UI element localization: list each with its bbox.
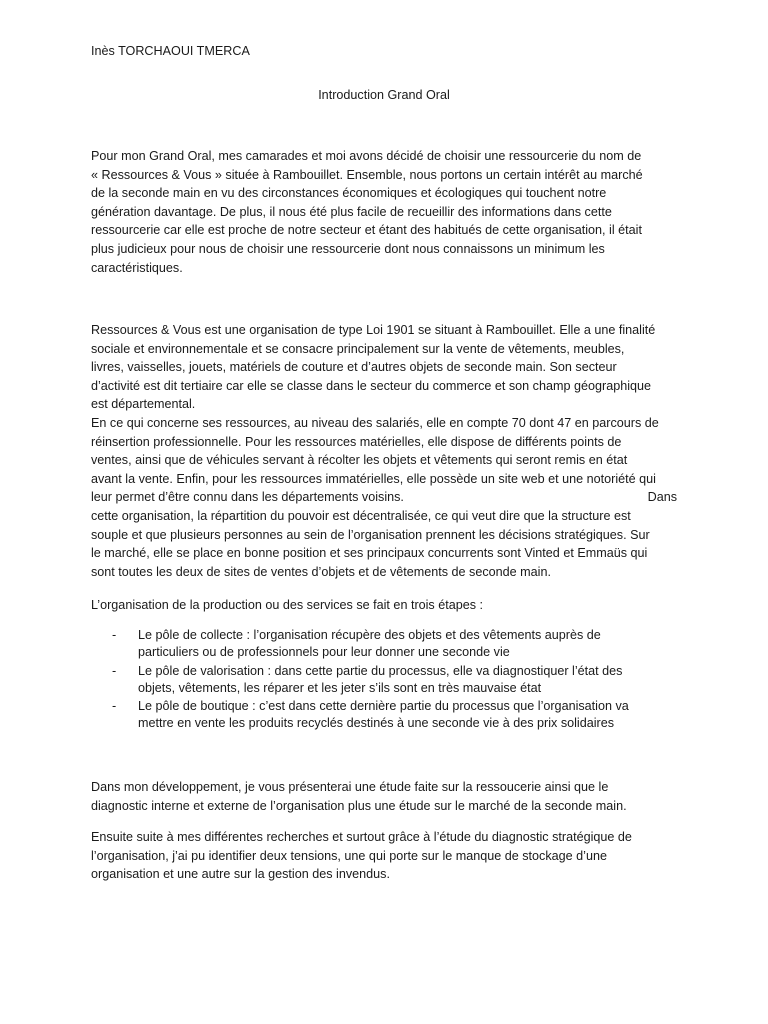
text-line: objets, vêtements, les réparer et les jeter s’ils sont en très mauvaise état [138, 680, 542, 695]
list-item [112, 627, 629, 661]
text-segment-right: Dans [647, 490, 677, 505]
text-line: plus judicieux pour nous de choisir une ressourcerie dont nous connaissons un minimum les [91, 241, 605, 256]
text-line: ventes, ainsi que de véhicules servant à récolter les objets et vêtements qui seront remis en état [91, 453, 628, 468]
text-line: Le pôle de boutique : c’est dans cette dernière partie du processus que l’organisation va [138, 699, 629, 714]
text-line: l’organisation, j’ai pu identifier deux tensions, une qui porte sur le manque de stockage d’une [91, 848, 607, 863]
text-line: le marché, elle se place en bonne position et ses principaux concurrents sont Vinted et Emmaüs qui [91, 546, 648, 561]
stages-list [112, 627, 629, 734]
text-line: livres, vaisselles, jouets, matériels de couture et d’autres objets de seconde main. Son secteur [91, 360, 617, 375]
paragraph-intro [91, 147, 643, 277]
text-line: caractéristiques. [91, 260, 183, 275]
text-line: souple et que plusieurs personnes au sein de l’organisation prennent les décisions stratégiques. Sur [91, 527, 650, 542]
text-line: diagnostic interne et externe de l’organisation plus une étude sur le marché de la seconde main. [91, 798, 627, 813]
document-title: Introduction Grand Oral [318, 88, 450, 102]
paragraph-tensions [91, 828, 632, 884]
bullet-dash: - [112, 663, 117, 678]
text-line: est départemental. [91, 397, 196, 412]
bullet-dash: - [112, 628, 117, 642]
text-line: L’organisation de la production ou des services se fait en trois étapes : [91, 598, 484, 612]
text-line: « Ressources & Vous » située à Rambouillet. Ensemble, nous portons un certain intérêt au marché [91, 167, 643, 182]
text-segment-left: leur permet d’être connu dans les départements voisins. [91, 490, 404, 505]
text-line: sociale et environnementale et se consacre principalement sur la vente de vêtements, meubles, [91, 341, 625, 356]
text-line: ressourcerie car elle est proche de notre secteur et étant des habitués de cette organisation, il était [91, 223, 642, 238]
text-line: Dans mon développement, je vous présenterai une étude faite sur la ressoucerie ainsi que le [91, 780, 609, 794]
paragraph-organisation [91, 321, 677, 581]
author-name: Inès TORCHAOUI TMERCA [91, 44, 250, 58]
text-line: mettre en vente les produits recyclés destinés à une seconde vie à des prix solidaires [138, 716, 615, 731]
text-line: particuliers ou de professionnels pour leur donner une seconde vie [138, 645, 510, 660]
text-line: de la seconde main en vu des circonstances économiques et écologiques qui touchent notre [91, 186, 607, 201]
text-line: Le pôle de collecte : l’organisation récupère des objets et des vêtements auprès de [138, 628, 601, 642]
text-line: génération davantage. De plus, il nous été plus facile de recueillir des informations dans cette [91, 204, 612, 219]
paragraph-production [91, 596, 483, 615]
text-line: organisation et une autre sur la gestion des invendus. [91, 867, 390, 882]
text-line: Ressources & Vous est une organisation de type Loi 1901 se situant à Rambouillet. Elle a une finalité [91, 323, 656, 337]
list-item [112, 698, 629, 732]
text-line-split [91, 488, 677, 507]
text-line: Pour mon Grand Oral, mes camarades et moi avons décidé de choisir une ressourcerie du nom de [91, 149, 642, 163]
text-line: d’activité est dit tertiaire car elle se classe dans le secteur du commerce et son champ géographique [91, 378, 652, 393]
list-item [112, 663, 629, 697]
text-line: Le pôle de valorisation : dans cette partie du processus, elle va diagnostiquer l’état des [138, 663, 623, 678]
text-line: Ensuite suite à mes différentes recherches et surtout grâce à l’étude du diagnostic stratégique de [91, 830, 632, 844]
text-line: réinsertion professionnelle. Pour les ressources matérielles, elle dispose de différents points de [91, 434, 622, 449]
text-line: sont toutes les deux de sites de ventes d’objets et de vêtements de seconde main. [91, 564, 551, 579]
text-line: cette organisation, la répartition du pouvoir est décentralisée, ce qui veut dire que la structure est [91, 508, 631, 523]
text-line: En ce qui concerne ses ressources, au niveau des salariés, elle en compte 70 dont 47 en parcours de [91, 415, 659, 430]
paragraph-development [91, 778, 627, 815]
bullet-dash: - [112, 699, 117, 714]
text-line: avant la vente. Enfin, pour les ressources immatérielles, elle possède un site web et une notoriété qui [91, 471, 656, 486]
